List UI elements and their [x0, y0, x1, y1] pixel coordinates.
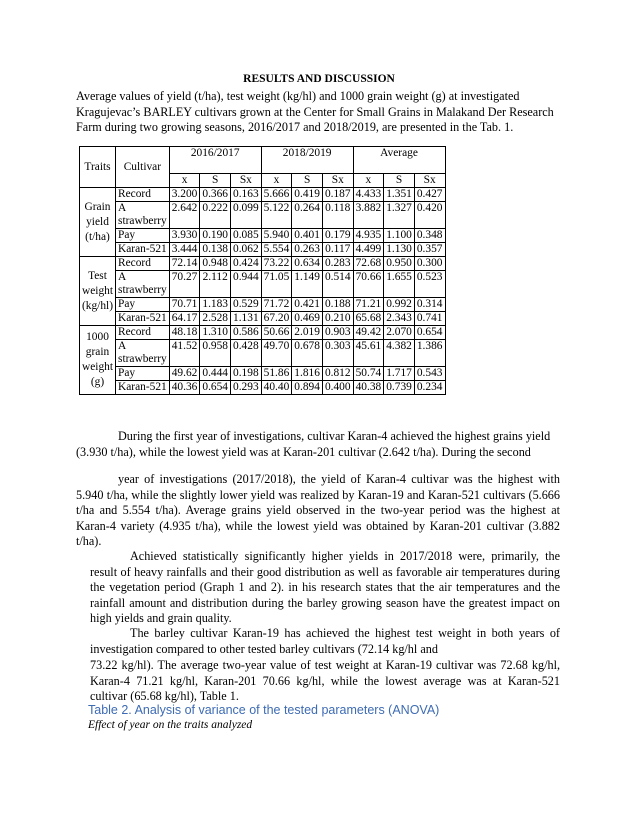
table-row — [80, 381, 446, 395]
value-cell: 0.654 — [414, 326, 445, 340]
value-cell: 64.17 — [169, 312, 200, 326]
value-cell: 0.179 — [322, 229, 353, 243]
value-cell: 1.327 — [384, 202, 415, 229]
value-cell: 0.424 — [231, 257, 262, 271]
cultivar-name-line: A — [118, 271, 127, 283]
value-cell: 0.444 — [200, 367, 231, 381]
value-cell: 1.149 — [292, 271, 323, 298]
value-cell: 0.950 — [384, 257, 415, 271]
value-cell: 0.357 — [414, 243, 445, 257]
paragraph-line — [76, 429, 560, 445]
trait-label-line: weight — [82, 284, 114, 297]
value-cell: 49.62 — [169, 367, 200, 381]
value-cell: 0.118 — [322, 202, 353, 229]
value-cell: 49.70 — [261, 340, 292, 367]
value-cell: 0.117 — [322, 243, 353, 257]
value-cell: 0.190 — [200, 229, 231, 243]
value-cell: 0.187 — [322, 188, 353, 202]
value-cell: 70.66 — [353, 271, 384, 298]
value-cell: 2.019 — [292, 326, 323, 340]
table-row — [80, 312, 446, 326]
header-stat: Sx — [231, 174, 262, 188]
cultivar-name-line: Karan-521 — [118, 312, 167, 324]
value-cell: 1.183 — [200, 298, 231, 312]
header-period: Average — [353, 147, 445, 174]
cultivar-name-line: strawberry — [118, 284, 167, 296]
value-cell: 0.903 — [322, 326, 353, 340]
cultivar-cell — [116, 298, 170, 312]
value-cell: 5.940 — [261, 229, 292, 243]
value-cell: 0.812 — [322, 367, 353, 381]
cultivar-name-line: Record — [118, 188, 151, 200]
value-cell: 0.400 — [322, 381, 353, 395]
table-row — [80, 298, 446, 312]
value-cell: 40.40 — [261, 381, 292, 395]
value-cell: 1.816 — [292, 367, 323, 381]
value-cell: 3.882 — [353, 202, 384, 229]
value-cell: 70.71 — [169, 298, 200, 312]
value-cell: 1.310 — [200, 326, 231, 340]
value-cell: 0.469 — [292, 312, 323, 326]
section-heading: RESULTS AND DISCUSSION — [243, 73, 395, 85]
trait-label-line: weight — [82, 361, 114, 373]
header-stat: Sx — [322, 174, 353, 188]
value-cell: 71.05 — [261, 271, 292, 298]
value-cell: 0.314 — [414, 298, 445, 312]
header-traits: Traits — [80, 147, 116, 188]
paragraph-yield-year2: year of investigations (2017/2018), the yield of Karan-4 cultivar was the highest with 5.940 t/ha, while the slightly lower yield was realized by Karan-19 and Karan-521 cultivars (5.666 t/ha and 5.554 t/ha). Average grains yield observed in the two-year period was the highest at Karan-4 variety (4.935 t/ha), while the lowest yield was obtained by Karan-201 cultivar (3.882 t/ha). — [76, 472, 560, 549]
value-cell: 5.666 — [261, 188, 292, 202]
table-row — [80, 188, 446, 202]
value-cell: 3.930 — [169, 229, 200, 243]
value-cell: 0.163 — [231, 188, 262, 202]
value-cell: 1.100 — [384, 229, 415, 243]
value-cell: 0.992 — [384, 298, 415, 312]
value-cell: 0.293 — [231, 381, 262, 395]
cultivar-name-line: strawberry — [118, 215, 167, 227]
value-cell: 67.20 — [261, 312, 292, 326]
cultivar-name-line: Karan-521 — [118, 381, 167, 393]
value-cell: 2.528 — [200, 312, 231, 326]
value-cell: 0.529 — [231, 298, 262, 312]
value-cell: 50.66 — [261, 326, 292, 340]
table-row — [80, 229, 446, 243]
header-stat: S — [384, 174, 415, 188]
value-cell: 72.68 — [353, 257, 384, 271]
cultivar-cell — [116, 340, 170, 367]
cultivar-cell — [116, 271, 170, 298]
value-cell: 0.263 — [292, 243, 323, 257]
value-cell: 2.343 — [384, 312, 415, 326]
paragraph-rainfall: Achieved statistically significantly higher yields in 2017/2018 were, primarily, the result of heavy rainfalls and their good distribution as well as favorable air temperatures during the vegetation period (Graph 1 and 2). in his research states that the air temperatures and the rainfall amount and distribution during the barley growing season have the greatest impact on high yields and grain quality. — [90, 549, 560, 626]
value-cell: 0.543 — [414, 367, 445, 381]
value-cell: 71.72 — [261, 298, 292, 312]
cultivar-cell — [116, 229, 170, 243]
value-cell: 1.351 — [384, 188, 415, 202]
cultivar-cell — [116, 188, 170, 202]
trait-label-line: Test — [88, 269, 107, 282]
value-cell: 3.200 — [169, 188, 200, 202]
value-cell: 1.655 — [384, 271, 415, 298]
table-row — [80, 367, 446, 381]
intro-line: Kragujevac’s BARLEY cultivars grown at the Center for Small Grains in Malakand Der Research — [76, 104, 554, 119]
value-cell: 1.386 — [414, 340, 445, 367]
value-cell: 4.382 — [384, 340, 415, 367]
value-cell: 0.514 — [322, 271, 353, 298]
header-stat: S — [200, 174, 231, 188]
paragraph-yield-year1 — [76, 429, 560, 460]
value-cell: 0.085 — [231, 229, 262, 243]
value-cell: 0.222 — [200, 202, 231, 229]
value-cell: 0.283 — [322, 257, 353, 271]
paragraph-line-text: During the first year of investigations, cultivar Karan-4 achieved the highest grains yield — [118, 429, 551, 443]
trait-label-line: (g) — [90, 376, 105, 388]
header-stat: x — [353, 174, 384, 188]
table-row — [80, 202, 446, 229]
table-row — [80, 243, 446, 257]
header-stat: S — [292, 174, 323, 188]
value-cell: 0.654 — [200, 381, 231, 395]
value-cell: 0.739 — [384, 381, 415, 395]
value-cell: 4.499 — [353, 243, 384, 257]
value-cell: 0.401 — [292, 229, 323, 243]
value-cell: 0.062 — [231, 243, 262, 257]
value-cell: 0.099 — [231, 202, 262, 229]
cultivar-name-line: strawberry — [118, 353, 167, 365]
table-row — [80, 340, 446, 367]
value-cell: 5.554 — [261, 243, 292, 257]
paragraph-test-weight-cont: 73.22 kg/hl). The average two-year value of test weight at Karan-19 cultivar was 72.68 kg/hl, Karan-4 71.21 kg/hl, Karan-201 70.66 kg/hl, while the lowest average was at Karan-521 cultivar (65.68 kg/hl), Table 1. — [90, 658, 560, 704]
value-cell: 0.894 — [292, 381, 323, 395]
value-cell: 0.138 — [200, 243, 231, 257]
trait-cell — [80, 326, 116, 395]
value-cell: 4.433 — [353, 188, 384, 202]
value-cell: 0.348 — [414, 229, 445, 243]
cultivar-cell — [116, 367, 170, 381]
cultivar-name-line: Karan-521 — [118, 243, 167, 255]
cultivar-cell — [116, 257, 170, 271]
header-stat: Sx — [414, 174, 445, 188]
value-cell: 41.52 — [169, 340, 200, 367]
intro-line: Average values of yield (t/ha), test weight (kg/hl) and 1000 grain weight (g) at investigated — [76, 89, 520, 103]
value-cell: 65.68 — [353, 312, 384, 326]
trait-cell — [80, 188, 116, 257]
value-cell: 0.420 — [414, 202, 445, 229]
value-cell: 45.61 — [353, 340, 384, 367]
value-cell: 2.070 — [384, 326, 415, 340]
paragraph-test-weight: The barley cultivar Karan-19 has achieved the highest test weight in both years of investigation compared to other tested barley cultivars (72.14 kg/hl and — [90, 626, 560, 656]
trait-label-line: Grain — [84, 200, 111, 213]
cultivar-cell — [116, 326, 170, 340]
value-cell: 1.130 — [384, 243, 415, 257]
value-cell: 1.717 — [384, 367, 415, 381]
value-cell: 51.86 — [261, 367, 292, 381]
cultivar-cell — [116, 243, 170, 257]
cultivar-name-line: Pay — [118, 298, 136, 310]
value-cell: 72.14 — [169, 257, 200, 271]
value-cell: 0.958 — [200, 340, 231, 367]
header-period: 2018/2019 — [261, 147, 353, 174]
value-cell: 0.303 — [322, 340, 353, 367]
header-stat: x — [261, 174, 292, 188]
cultivar-cell — [116, 312, 170, 326]
value-cell: 0.300 — [414, 257, 445, 271]
value-cell: 49.42 — [353, 326, 384, 340]
value-cell: 40.38 — [353, 381, 384, 395]
value-cell: 73.22 — [261, 257, 292, 271]
value-cell: 0.198 — [231, 367, 262, 381]
cultivar-name-line: Record — [118, 257, 151, 269]
value-cell: 0.264 — [292, 202, 323, 229]
trait-label-line: grain — [85, 346, 110, 358]
value-cell: 0.678 — [292, 340, 323, 367]
value-cell: 0.741 — [414, 312, 445, 326]
results-table — [79, 146, 446, 395]
value-cell: 1.131 — [231, 312, 262, 326]
value-cell: 0.427 — [414, 188, 445, 202]
value-cell: 0.419 — [292, 188, 323, 202]
value-cell: 0.428 — [231, 340, 262, 367]
value-cell: 5.122 — [261, 202, 292, 229]
cultivar-name-line: Pay — [118, 229, 136, 241]
trait-label-line: 1000 — [86, 331, 109, 343]
value-cell: 0.948 — [200, 257, 231, 271]
value-cell: 40.36 — [169, 381, 200, 395]
table-row — [80, 271, 446, 298]
value-cell: 3.444 — [169, 243, 200, 257]
value-cell: 70.27 — [169, 271, 200, 298]
value-cell: 71.21 — [353, 298, 384, 312]
trait-label-line: yield — [86, 215, 109, 228]
value-cell: 0.234 — [414, 381, 445, 395]
value-cell: 0.366 — [200, 188, 231, 202]
value-cell: 0.634 — [292, 257, 323, 271]
value-cell: 0.210 — [322, 312, 353, 326]
table-row — [80, 326, 446, 340]
value-cell: 0.944 — [231, 271, 262, 298]
value-cell: 50.74 — [353, 367, 384, 381]
trait-cell — [80, 257, 116, 326]
value-cell: 2.112 — [200, 271, 231, 298]
trait-label-line: (kg/hl) — [82, 299, 114, 312]
paragraph-line: (3.930 t/ha), while the lowest yield was at Karan-201 cultivar (2.642 t/ha). During the second — [76, 444, 531, 459]
cultivar-name-line: Pay — [118, 367, 136, 379]
cultivar-name-line: A — [118, 202, 127, 214]
cultivar-cell — [116, 381, 170, 395]
table-header-row — [80, 147, 446, 174]
table-caption: Table 2. Analysis of variance of the tested parameters (ANOVA) — [88, 703, 440, 717]
cultivar-cell — [116, 202, 170, 229]
trait-label-line: (t/ha) — [85, 230, 110, 243]
value-cell: 2.642 — [169, 202, 200, 229]
cultivar-name-line: Record — [118, 326, 151, 338]
value-cell: 0.523 — [414, 271, 445, 298]
value-cell: 0.421 — [292, 298, 323, 312]
value-cell: 4.935 — [353, 229, 384, 243]
value-cell: 0.188 — [322, 298, 353, 312]
intro-line: Farm during two growing seasons, 2016/2017 and 2018/2019, are presented in the Tab. 1. — [76, 120, 514, 135]
cultivar-name-line: A — [118, 340, 127, 352]
value-cell: 48.18 — [169, 326, 200, 340]
intro-paragraph — [76, 89, 560, 136]
table-subcaption: Effect of year on the traits analyzed — [88, 719, 253, 731]
value-cell: 0.586 — [231, 326, 262, 340]
table-row — [80, 257, 446, 271]
header-period: 2016/2017 — [169, 147, 261, 174]
header-cultivar: Cultivar — [116, 147, 170, 188]
header-stat: x — [169, 174, 200, 188]
